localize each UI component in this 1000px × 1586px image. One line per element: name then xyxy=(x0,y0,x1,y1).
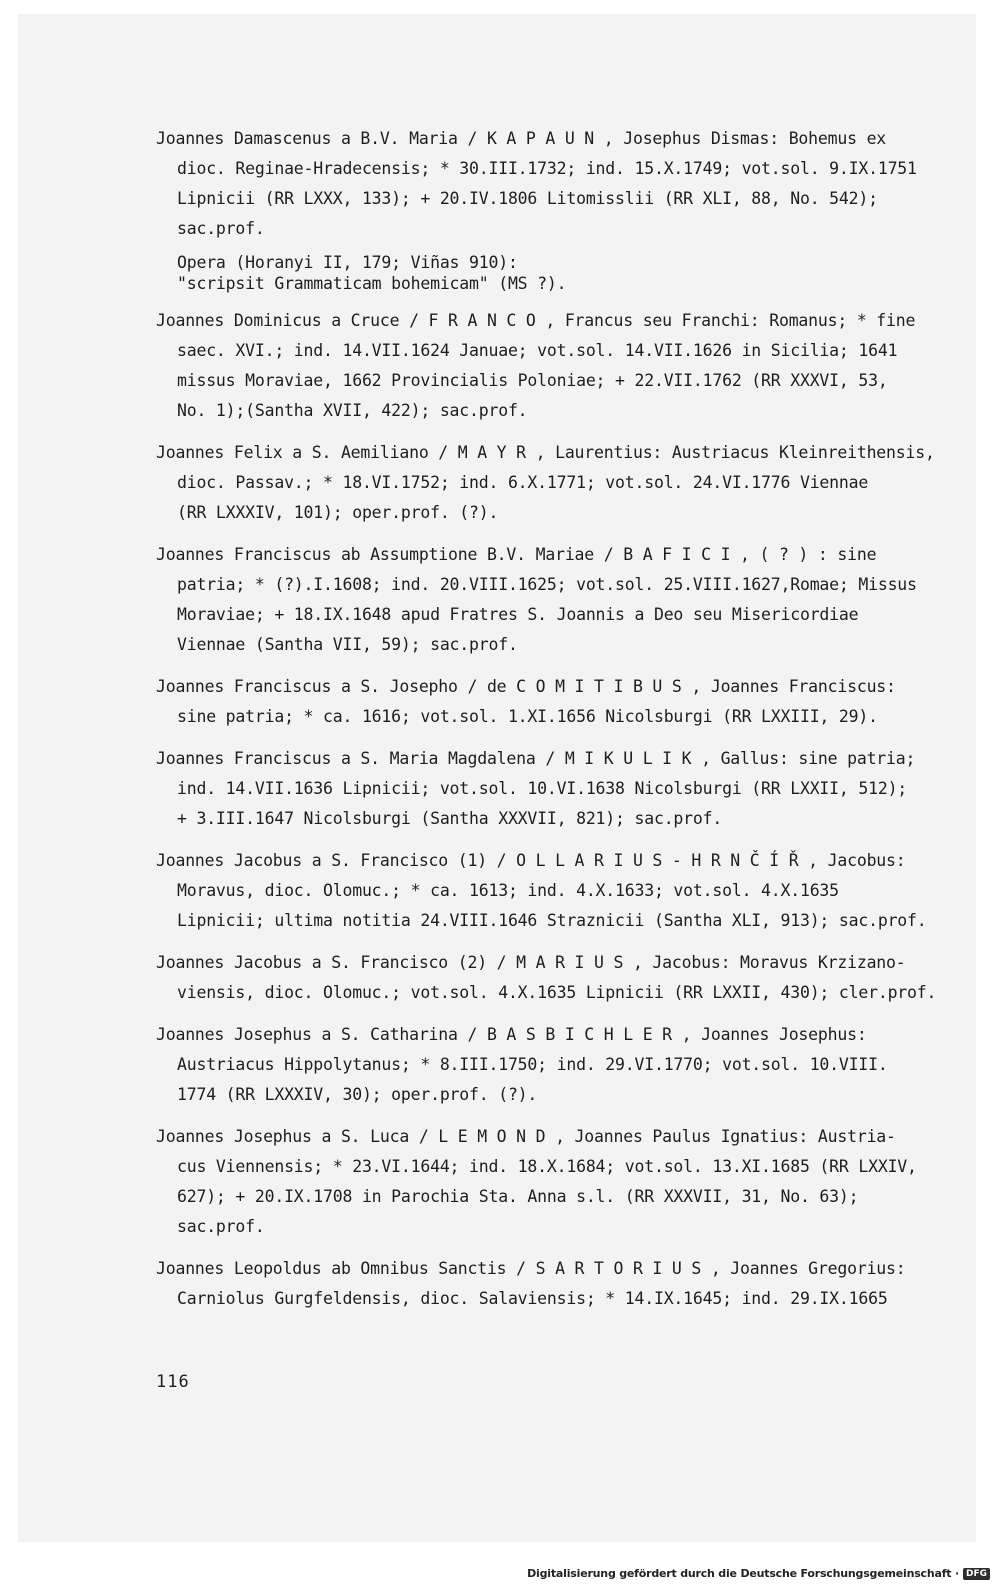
opera-line: Opera (Horanyi II, 179; Viñas 910): xyxy=(177,253,518,272)
entry-text-line: Lipnicii (RR LXXX, 133); + 20.IV.1806 Litomisslii (RR XLI, 88, No. 542); xyxy=(177,189,878,208)
entry-heading-line: Joannes Josephus a S. Catharina / B A S B I C H L E R , Joannes Josephus: xyxy=(156,1025,867,1044)
entry-text-line: Moraviae; + 18.IX.1648 apud Fratres S. Joannis a Deo seu Misericordiae xyxy=(177,605,859,624)
entry-heading-line: Joannes Leopoldus ab Omnibus Sanctis / S A R T O R I U S , Joannes Gregorius: xyxy=(156,1259,906,1278)
entry-text-line: sac.prof. xyxy=(177,1217,265,1236)
entry-text-line: 1774 (RR LXXXIV, 30); oper.prof. (?). xyxy=(177,1085,538,1104)
register-entry xyxy=(156,540,986,660)
entry-text-line: patria; * (?).I.1608; ind. 20.VIII.1625; vot.sol. 25.VIII.1627,Romae; Missus xyxy=(177,575,917,594)
register-entry xyxy=(156,306,986,426)
entry-heading-line: Joannes Franciscus a S. Josepho / de C O M I T I B U S , Joannes Franciscus: xyxy=(156,677,896,696)
entry-text-line: Viennae (Santha VII, 59); sac.prof. xyxy=(177,635,518,654)
register-entry xyxy=(156,948,986,1008)
entry-text-line: ind. 14.VII.1636 Lipnicii; vot.sol. 10.VI.1638 Nicolsburgi (RR LXXII, 512); xyxy=(177,779,908,798)
entry-heading-line: Joannes Felix a S. Aemiliano / M A Y R , Laurentius: Austriacus Kleinreithensis, xyxy=(156,443,935,462)
entry-text-line: sac.prof. xyxy=(177,219,265,238)
entry-text-line: dioc. Passav.; * 18.VI.1752; ind. 6.X.1771; vot.sol. 24.VI.1776 Viennae xyxy=(177,473,869,492)
entry-heading-line: Joannes Josephus a S. Luca / L E M O N D , Joannes Paulus Ignatius: Austria- xyxy=(156,1127,896,1146)
entry-list xyxy=(156,124,986,1326)
entry-text-line: cus Viennensis; * 23.VI.1644; ind. 18.X.1684; vot.sol. 13.XI.1685 (RR LXXIV, xyxy=(177,1157,917,1176)
entry-text-line: + 3.III.1647 Nicolsburgi (Santha XXXVII, 821); sac.prof. xyxy=(177,809,723,828)
dfg-logo-icon: DFG xyxy=(963,1568,990,1580)
funding-footer xyxy=(527,1567,990,1580)
register-entry xyxy=(156,672,986,732)
entry-text-line: Moravus, dioc. Olomuc.; * ca. 1613; ind. 4.X.1633; vot.sol. 4.X.1635 xyxy=(177,881,839,900)
entry-text-line: viensis, dioc. Olomuc.; vot.sol. 4.X.1635 Lipnicii (RR LXXII, 430); cler.prof. xyxy=(177,983,937,1002)
entry-text-line: Lipnicii; ultima notitia 24.VIII.1646 Straznicii (Santha XLI, 913); sac.prof. xyxy=(177,911,927,930)
entry-heading-line: Joannes Jacobus a S. Francisco (1) / O L L A R I U S - H R N Č Í Ř , Jacobus: xyxy=(156,851,906,870)
entry-heading-line: Joannes Franciscus ab Assumptione B.V. Mariae / B A F I C I , ( ? ) : sine xyxy=(156,545,877,564)
register-entry xyxy=(156,124,986,294)
opera-line: "scripsit Grammaticam bohemicam" (MS ?). xyxy=(177,274,567,293)
register-entry xyxy=(156,1122,986,1242)
page-number: 116 xyxy=(156,1372,190,1392)
entry-text-line: dioc. Reginae-Hradecensis; * 30.III.1732; ind. 15.X.1749; vot.sol. 9.IX.1751 xyxy=(177,159,917,178)
entry-text-line: sine patria; * ca. 1616; vot.sol. 1.XI.1656 Nicolsburgi (RR LXXIII, 29). xyxy=(177,707,878,726)
entry-text-line: 627); + 20.IX.1708 in Parochia Sta. Anna s.l. (RR XXXVII, 31, No. 63); xyxy=(177,1187,859,1206)
entry-text-line: No. 1);(Santha XVII, 422); sac.prof. xyxy=(177,401,528,420)
register-entry xyxy=(156,1020,986,1110)
register-entry xyxy=(156,1254,986,1314)
entry-text-line: Austriacus Hippolytanus; * 8.III.1750; ind. 29.VI.1770; vot.sol. 10.VIII. xyxy=(177,1055,888,1074)
register-entry xyxy=(156,846,986,936)
entry-text-line: saec. XVI.; ind. 14.VII.1624 Januae; vot.sol. 14.VII.1626 in Sicilia; 1641 xyxy=(177,341,898,360)
entry-text-line: missus Moraviae, 1662 Provincialis Poloniae; + 22.VII.1762 (RR XXXVI, 53, xyxy=(177,371,888,390)
entry-heading-line: Joannes Damascenus a B.V. Maria / K A P A U N , Josephus Dismas: Bohemus ex xyxy=(156,129,887,148)
footer-text: Digitalisierung gefördert durch die Deutsche Forschungsgemeinschaft · xyxy=(527,1567,959,1580)
register-entry xyxy=(156,744,986,834)
entry-text-line: Carniolus Gurgfeldensis, dioc. Salaviensis; * 14.IX.1645; ind. 29.IX.1665 xyxy=(177,1289,888,1308)
spacer xyxy=(156,244,986,252)
entry-heading-line: Joannes Jacobus a S. Francisco (2) / M A R I U S , Jacobus: Moravus Krzizano- xyxy=(156,953,906,972)
scanned-page xyxy=(18,14,976,1542)
entry-text-line: (RR LXXXIV, 101); oper.prof. (?). xyxy=(177,503,499,522)
entry-heading-line: Joannes Franciscus a S. Maria Magdalena / M I K U L I K , Gallus: sine patria; xyxy=(156,749,916,768)
register-entry xyxy=(156,438,986,528)
entry-heading-line: Joannes Dominicus a Cruce / F R A N C O , Francus seu Franchi: Romanus; * fine xyxy=(156,311,916,330)
